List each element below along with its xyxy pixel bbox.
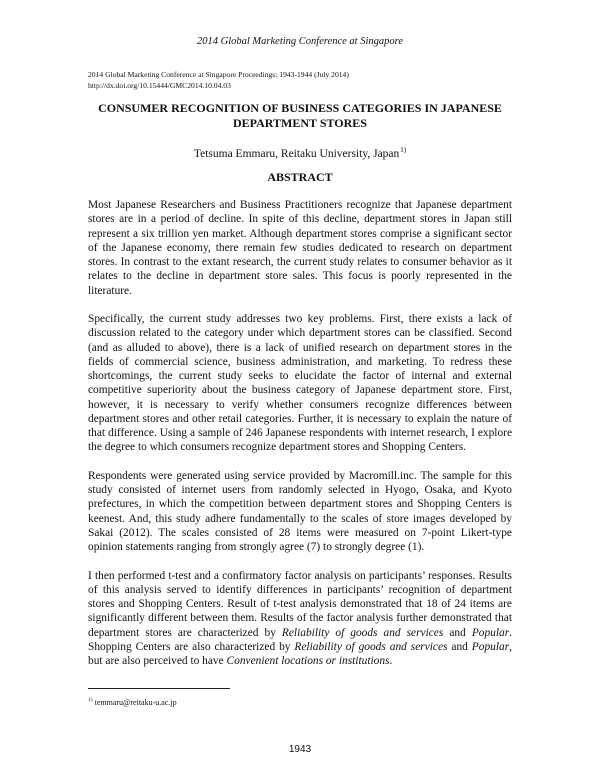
p4-italic-1: Reliability of goods and services bbox=[281, 626, 444, 639]
footnote-email[interactable]: temmaru@reitaku-u.ac.jp bbox=[94, 698, 177, 707]
doi-link[interactable]: http://dx.doi.org/10.15444/GMC2014.10.04.03 bbox=[88, 80, 231, 90]
proceedings-citation: 2014 Global Marketing Conference at Singapore Proceedings: 1943-1944 (July 2014) bbox=[88, 70, 349, 79]
p4-italic-3: Reliability of goods and services bbox=[294, 640, 448, 653]
abstract-body bbox=[88, 198, 512, 683]
p4-text-2: and bbox=[443, 626, 472, 639]
p4-italic-5: Convenient locations or institutions bbox=[226, 655, 390, 667]
running-header: 2014 Global Marketing Conference at Singapore bbox=[197, 36, 403, 47]
p4-text-4: and bbox=[447, 640, 472, 653]
p4-text-3: . Shopping Centers are also characterized by bbox=[88, 626, 513, 653]
paragraph-4 bbox=[88, 569, 512, 669]
p4-text-5: , but are also perceived to have bbox=[88, 640, 512, 667]
p4-italic-2: Popular bbox=[471, 626, 510, 639]
author-footnote-mark[interactable]: 1) bbox=[400, 146, 407, 154]
p4-italic-4: Popular bbox=[471, 640, 510, 653]
paragraph-3: Respondents were generated using service provided by Macromill.inc. The sample for this study consisted of internet users from randomly selected in Hyogo, Osaka, and Kyoto prefectures, in which the competition between department stores and Shopping Centers is keenest. And, this study adhere fundamentally to the scales of store images developed by Sakai (2012). The scales consisted of 28 items were measured on 7-point Likert-type opinion statements ranging from strongly agree (7) to strongly degree (1). bbox=[88, 469, 512, 553]
page-number: 1943 bbox=[288, 744, 312, 755]
p4-text-1: I then performed t-test and a confirmatory factor analysis on participants’ responses. Results of this analysis served to identify differences in participants’ recognition of department stores and Shopping Centers. Result of t-test analysis demonstrated that 18 of 24 items are significantly different between them. Results of the factor analysis further demonstrated that department stores are characterized by bbox=[88, 569, 512, 639]
author-line bbox=[0, 146, 600, 160]
title-line-2: DEPARTMENT STORES bbox=[233, 116, 367, 130]
p4-text-6: . bbox=[389, 655, 393, 667]
footnote-divider bbox=[88, 688, 230, 689]
author-text: Tetsuma Emmaru, Reitaku University, Japan bbox=[193, 148, 400, 160]
paper-title bbox=[60, 101, 540, 131]
paragraph-1: Most Japanese Researchers and Business Practitioners recognize that Japanese department stores are in a period of decline. In spite of this decline, department stores in Japan still represent a six trillion yen market. Although department stores comprise a significant sector of the Japanese economy, there remain few studies dedicated to research on department stores. In contrast to the extant research, the current study relates to consumer behavior as it relates to the decline in department store sales. This focus is poorly represented in the literature. bbox=[88, 199, 512, 297]
footnote bbox=[88, 697, 177, 707]
proceedings-info bbox=[88, 70, 349, 91]
paragraph-2: Specifically, the current study addresses two key problems. First, there exists a lack of discussion related to the category under which department stores can be classified. Second (and as alluded to above), there is a lack of unified research on department stores in the fields of commercial science, business administration, and marketing. To redress these shortcomings, the current study seeks to elucidate the factor of internal and external competitive superiority about the business category of Japanese department store. First, however, it is necessary to verify whether consumers recognize differences between department stores and other retail categories. Further, it is necessary to explain the nature of that difference. Using a sample of 246 Japanese respondents with internet research, I explore the degree to which consumers recognize department stores and Shopping Centers. bbox=[88, 313, 512, 454]
footnote-mark: 1) bbox=[88, 697, 93, 703]
title-line-1: CONSUMER RECOGNITION OF BUSINESS CATEGORIES IN JAPANESE bbox=[98, 101, 502, 115]
abstract-heading: ABSTRACT bbox=[267, 170, 333, 184]
